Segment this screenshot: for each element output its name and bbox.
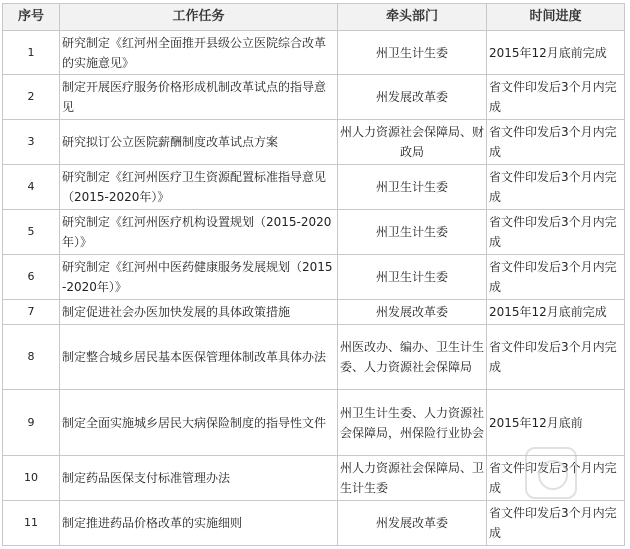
table-row xyxy=(3,501,625,546)
table-row xyxy=(3,390,625,456)
cell-time: 省文件印发后3个月内完成 xyxy=(487,501,625,546)
cell-task: 制定推进药品价格改革的实施细则 xyxy=(60,501,338,546)
cell-task: 制定开展医疗服务价格形成机制改革试点的指导意见 xyxy=(60,75,338,120)
cell-seq: 7 xyxy=(3,300,60,325)
cell-seq: 5 xyxy=(3,210,60,255)
cell-dept: 州卫生计生委 xyxy=(338,165,487,210)
cell-task: 制定全面实施城乡居民大病保险制度的指导性文件 xyxy=(60,390,338,456)
cell-dept: 州发展改革委 xyxy=(338,300,487,325)
cell-task: 研究制定《红河州医疗卫生资源配置标准指导意见（2015-2020年）》 xyxy=(60,165,338,210)
table-row xyxy=(3,300,625,325)
cell-time: 省文件印发后3个月内完成 xyxy=(487,210,625,255)
table-row xyxy=(3,31,625,75)
cell-time: 省文件印发后3个月内完成 xyxy=(487,255,625,300)
cell-time: 省文件印发后3个月内完成 xyxy=(487,75,625,120)
cell-time: 省文件印发后3个月内完成 xyxy=(487,325,625,390)
cell-dept: 州卫生计生委、人力资源社会保障局，州保险行业协会 xyxy=(338,390,487,456)
cell-task: 研究制定《红河州全面推开县级公立医院综合改革的实施意见》 xyxy=(60,31,338,75)
table-row xyxy=(3,255,625,300)
table-row xyxy=(3,120,625,165)
header-dept: 牵头部门 xyxy=(338,4,487,31)
cell-time: 2015年12月底前完成 xyxy=(487,300,625,325)
cell-seq: 6 xyxy=(3,255,60,300)
cell-task: 制定整合城乡居民基本医保管理体制改革具体办法 xyxy=(60,325,338,390)
cell-time: 2015年12月底前 xyxy=(487,390,625,456)
cell-seq: 10 xyxy=(3,456,60,501)
cell-task: 制定促进社会办医加快发展的具体政策措施 xyxy=(60,300,338,325)
header-seq: 序号 xyxy=(3,4,60,31)
cell-seq: 3 xyxy=(3,120,60,165)
cell-seq: 1 xyxy=(3,31,60,75)
cell-seq: 9 xyxy=(3,390,60,456)
cell-dept: 州卫生计生委 xyxy=(338,210,487,255)
cell-seq: 4 xyxy=(3,165,60,210)
watermark-icon xyxy=(525,447,577,499)
cell-seq: 11 xyxy=(3,501,60,546)
cell-task: 研究制定《红河州中医药健康服务发展规划（2015-2020年）》 xyxy=(60,255,338,300)
cell-time: 省文件印发后3个月内完成 xyxy=(487,120,625,165)
cell-seq: 8 xyxy=(3,325,60,390)
cell-task: 制定药品医保支付标准管理办法 xyxy=(60,456,338,501)
header-time: 时间进度 xyxy=(487,4,625,31)
table-row xyxy=(3,75,625,120)
table-row xyxy=(3,325,625,390)
cell-time: 2015年12月底前完成 xyxy=(487,31,625,75)
cell-time: 省文件印发后3个月内完成 xyxy=(487,456,625,501)
header-task: 工作任务 xyxy=(60,4,338,31)
table-row xyxy=(3,210,625,255)
cell-dept: 州卫生计生委 xyxy=(338,255,487,300)
table-header xyxy=(3,4,625,31)
cell-dept: 州卫生计生委 xyxy=(338,31,487,75)
cell-dept: 州医改办、编办、卫生计生委、人力资源社会保障局 xyxy=(338,325,487,390)
cell-dept: 州发展改革委 xyxy=(338,501,487,546)
table-row xyxy=(3,165,625,210)
cell-dept: 州发展改革委 xyxy=(338,75,487,120)
header-row xyxy=(3,4,625,31)
cell-time: 省文件印发后3个月内完成 xyxy=(487,165,625,210)
cell-task: 研究拟订公立医院薪酬制度改革试点方案 xyxy=(60,120,338,165)
cell-dept: 州人力资源社会保障局、卫生计生委 xyxy=(338,456,487,501)
cell-task: 研究制定《红河州医疗机构设置规划（2015-2020年）》 xyxy=(60,210,338,255)
cell-dept: 州人力资源社会保障局、财政局 xyxy=(338,120,487,165)
cell-seq: 2 xyxy=(3,75,60,120)
